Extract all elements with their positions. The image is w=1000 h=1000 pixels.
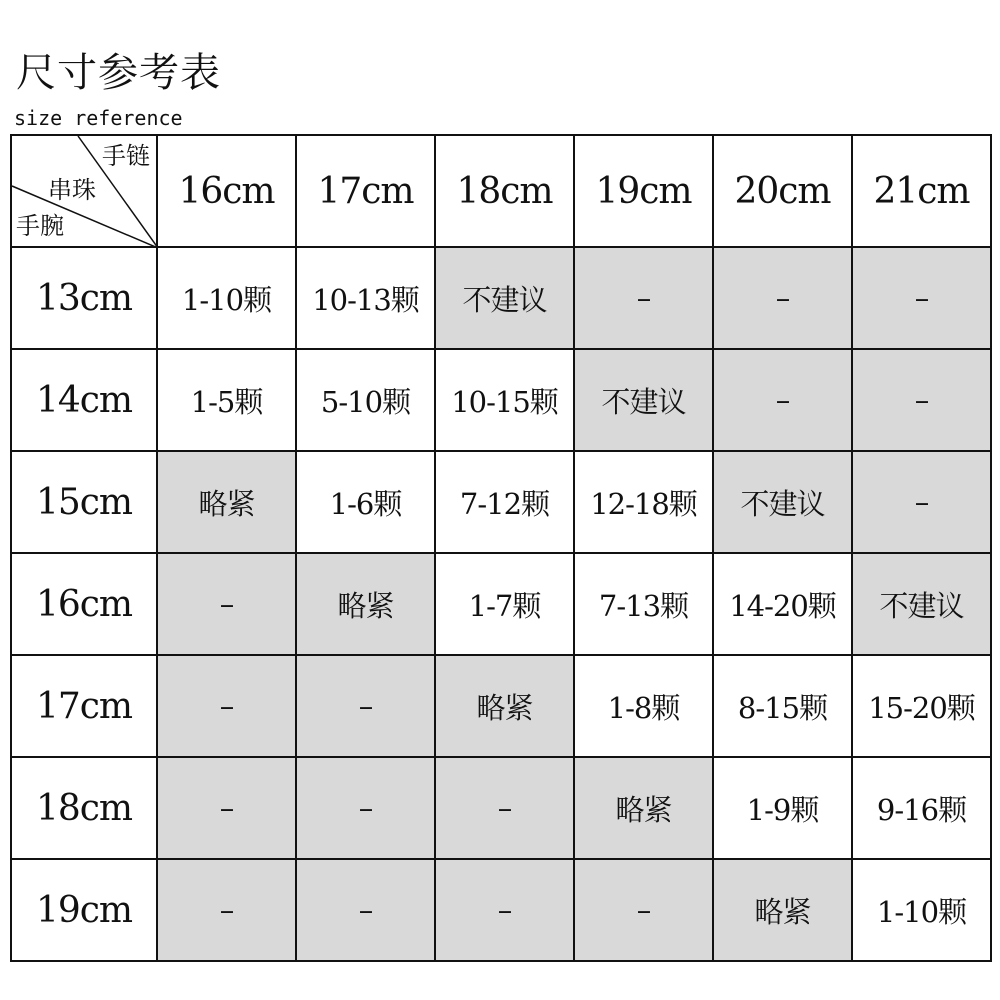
column-header: 16cm <box>157 135 296 247</box>
table-row <box>11 859 991 961</box>
table-cell <box>296 349 435 451</box>
header-row <box>11 135 991 247</box>
table-cell <box>435 349 574 451</box>
cell-value: 略紧 <box>337 588 394 623</box>
table-cell <box>157 757 296 859</box>
size-reference-table <box>10 134 992 962</box>
cell-value: – <box>358 791 373 825</box>
cell-value: – <box>914 281 929 315</box>
table-cell <box>435 553 574 655</box>
corner-label-wrist: 手腕 <box>16 212 64 240</box>
table-cell <box>574 859 713 961</box>
cell-value: – <box>358 689 373 723</box>
table-cell <box>574 757 713 859</box>
cell-value: – <box>497 791 512 825</box>
table-cell <box>574 655 713 757</box>
table-cell <box>296 757 435 859</box>
table-cell <box>157 451 296 553</box>
table-row <box>11 349 991 451</box>
cell-value: 1-8颗 <box>607 690 680 725</box>
table-cell <box>296 553 435 655</box>
row-header: 17cm <box>11 655 157 757</box>
column-header: 21cm <box>852 135 991 247</box>
table-cell <box>713 349 852 451</box>
column-header: 17cm <box>296 135 435 247</box>
row-header: 18cm <box>11 757 157 859</box>
table-cell <box>435 655 574 757</box>
table-row <box>11 451 991 553</box>
cell-value: 不建议 <box>740 486 825 521</box>
column-header: 18cm <box>435 135 574 247</box>
table-cell <box>574 247 713 349</box>
cell-value: – <box>775 383 790 417</box>
cell-value: 略紧 <box>754 894 811 929</box>
cell-value: 1-9颗 <box>746 792 819 827</box>
table-cell <box>435 451 574 553</box>
page-subtitle: size reference <box>14 106 183 130</box>
corner-header-cell <box>11 135 157 247</box>
row-header: 19cm <box>11 859 157 961</box>
cell-value: – <box>358 893 373 927</box>
cell-value: 15-20颗 <box>868 690 975 725</box>
table-cell <box>157 553 296 655</box>
row-header: 13cm <box>11 247 157 349</box>
column-header: 19cm <box>574 135 713 247</box>
table-cell <box>574 349 713 451</box>
table-cell <box>157 655 296 757</box>
table-cell <box>713 451 852 553</box>
table-cell <box>574 451 713 553</box>
cell-value: 1-10颗 <box>181 282 272 317</box>
table-row <box>11 757 991 859</box>
table-cell <box>157 349 296 451</box>
row-header: 15cm <box>11 451 157 553</box>
cell-value: – <box>914 383 929 417</box>
table-cell <box>713 553 852 655</box>
table-cell <box>435 859 574 961</box>
cell-value: 5-10颗 <box>320 384 411 419</box>
table-cell <box>713 757 852 859</box>
table-row <box>11 655 991 757</box>
cell-value: 1-7颗 <box>468 588 541 623</box>
table-cell <box>157 247 296 349</box>
page-title: 尺寸参考表 <box>16 50 221 96</box>
cell-value: 8-15颗 <box>737 690 828 725</box>
cell-value: 10-15颗 <box>451 384 558 419</box>
cell-value: 略紧 <box>476 690 533 725</box>
cell-value: – <box>219 791 234 825</box>
cell-value: 不建议 <box>879 588 964 623</box>
table-cell <box>435 247 574 349</box>
cell-value: 不建议 <box>462 282 547 317</box>
table-row <box>11 247 991 349</box>
cell-value: – <box>497 893 512 927</box>
table-cell <box>852 349 991 451</box>
table-cell <box>852 757 991 859</box>
table-cell <box>852 859 991 961</box>
corner-label-chain: 手链 <box>102 142 150 170</box>
table-cell <box>435 757 574 859</box>
cell-value: 7-12颗 <box>459 486 550 521</box>
cell-value: 略紧 <box>615 792 672 827</box>
table-cell <box>852 655 991 757</box>
corner-label-beads: 串珠 <box>48 176 96 204</box>
table-cell <box>713 247 852 349</box>
table-cell <box>296 247 435 349</box>
cell-value: 1-6颗 <box>329 486 402 521</box>
table-cell <box>296 655 435 757</box>
cell-value: 9-16颗 <box>876 792 967 827</box>
cell-value: 不建议 <box>601 384 686 419</box>
cell-value: – <box>219 689 234 723</box>
table-cell <box>852 553 991 655</box>
cell-value: 10-13颗 <box>312 282 419 317</box>
cell-value: 1-10颗 <box>876 894 967 929</box>
cell-value: 12-18颗 <box>590 486 697 521</box>
table-cell <box>713 859 852 961</box>
table-cell <box>574 553 713 655</box>
cell-value: – <box>636 893 651 927</box>
table-cell <box>296 859 435 961</box>
cell-value: 14-20颗 <box>729 588 836 623</box>
cell-value: 1-5颗 <box>190 384 263 419</box>
row-header: 14cm <box>11 349 157 451</box>
cell-value: – <box>219 587 234 621</box>
cell-value: – <box>775 281 790 315</box>
table-cell <box>296 451 435 553</box>
table-cell <box>852 451 991 553</box>
column-header: 20cm <box>713 135 852 247</box>
cell-value: – <box>914 485 929 519</box>
cell-value: – <box>636 281 651 315</box>
row-header: 16cm <box>11 553 157 655</box>
cell-value: 略紧 <box>198 486 255 521</box>
cell-value: 7-13颗 <box>598 588 689 623</box>
table-cell <box>713 655 852 757</box>
table-row <box>11 553 991 655</box>
table-cell <box>852 247 991 349</box>
cell-value: – <box>219 893 234 927</box>
table-cell <box>157 859 296 961</box>
